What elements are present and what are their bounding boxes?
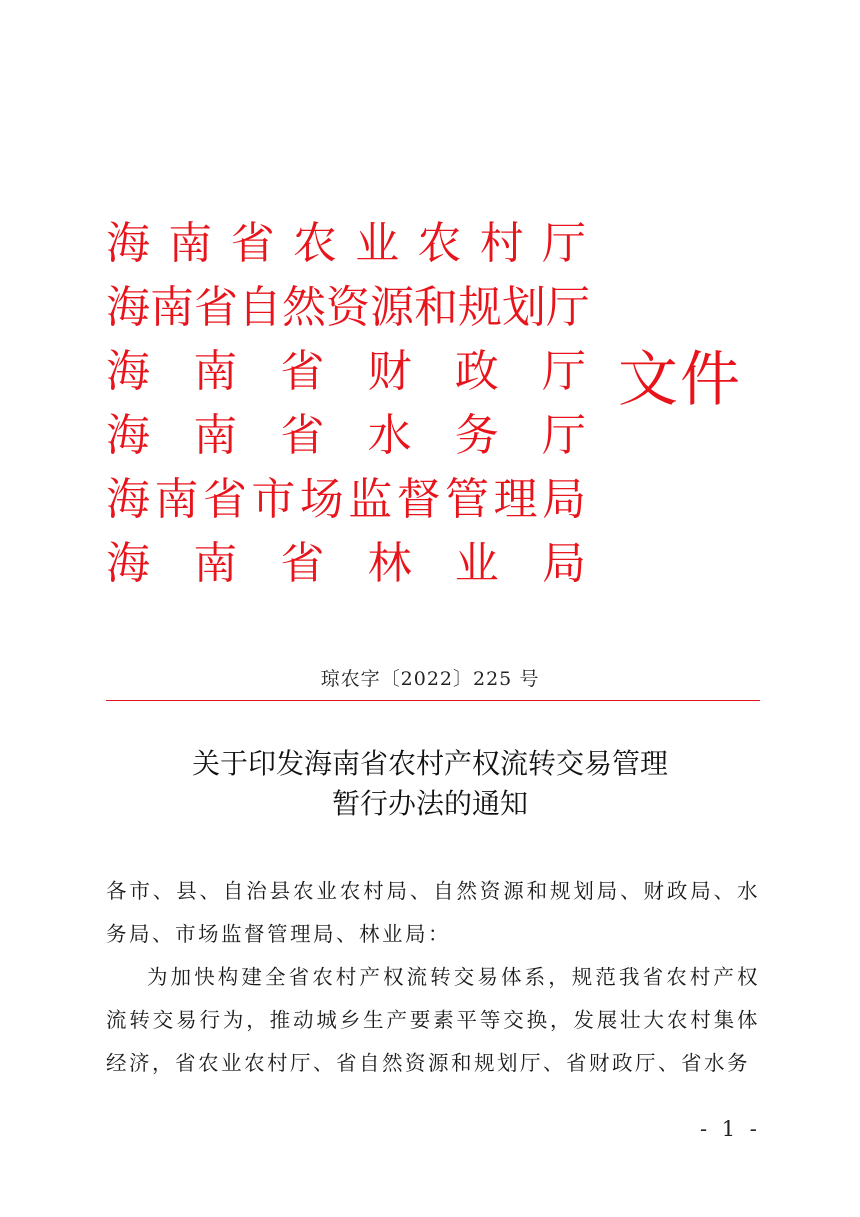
- agency-char: 督: [396, 474, 441, 525]
- agency-char: 业: [454, 538, 499, 589]
- agency-char: 局: [541, 474, 586, 525]
- agency-char: 南: [193, 410, 238, 461]
- agency-char: 海: [106, 218, 150, 269]
- title-line-2: 暂行办法的通知: [331, 787, 528, 820]
- agency-char: 省: [194, 282, 238, 333]
- agency-char: 南: [193, 538, 238, 589]
- agency-char: 场: [299, 474, 344, 525]
- agency-char: 管: [445, 474, 490, 525]
- agency-char: 资: [326, 282, 370, 333]
- agency-char: 务: [454, 410, 499, 461]
- agency-char: 业: [355, 218, 400, 269]
- red-separator-line: [106, 700, 760, 701]
- agency-char: 省: [280, 538, 325, 589]
- agency-char: 农: [417, 218, 462, 269]
- agency-char: 省: [202, 474, 247, 525]
- document-number: 琼农字〔2022〕225 号: [320, 668, 540, 690]
- agency-char: 划: [502, 282, 546, 333]
- issuing-agencies: [106, 212, 590, 596]
- agency-char: 省: [280, 410, 325, 461]
- agency-char: 和: [414, 282, 458, 333]
- agency-char: 源: [370, 282, 414, 333]
- agency-char: 规: [458, 282, 502, 333]
- agency-line-market-regulation: [106, 468, 586, 532]
- agency-char: 水: [367, 410, 412, 461]
- document-heading-word: 文件: [618, 345, 742, 415]
- agency-char: 省: [280, 346, 325, 397]
- agency-char: 海: [106, 346, 150, 397]
- agency-char: 财: [367, 346, 412, 397]
- agency-char: 然: [282, 282, 326, 333]
- agency-char: 南: [150, 282, 194, 333]
- agency-line-water: [106, 404, 586, 468]
- document-body: [106, 870, 760, 1085]
- page-number: - 1 -: [700, 1117, 761, 1141]
- agency-char: 南: [154, 474, 199, 525]
- agency-char: 南: [193, 346, 238, 397]
- agency-char: 自: [238, 282, 282, 333]
- document-title: [0, 744, 860, 824]
- agency-char: 厅: [541, 218, 586, 269]
- agency-char: 海: [106, 282, 150, 333]
- agency-char: 厅: [541, 346, 586, 397]
- body-paragraph: 为加快构建全省农村产权流转交易体系，规范我省农村产权流转交易行为，推动城乡生产要素平等交换，发展壮大农村集体经济，省农业农村厅、省自然资源和规划厅、省财政厅、省水务: [106, 965, 760, 1075]
- agency-char: 海: [106, 410, 150, 461]
- agency-char: 监: [348, 474, 393, 525]
- agency-char: 厅: [541, 410, 586, 461]
- agency-char: 市: [251, 474, 296, 525]
- agency-char: 局: [541, 538, 586, 589]
- agency-line-agriculture: [106, 212, 586, 276]
- agency-char: 省: [230, 218, 275, 269]
- title-line-1: 关于印发海南省农村产权流转交易管理: [191, 747, 668, 780]
- agency-char: 村: [479, 218, 524, 269]
- agency-char: 政: [454, 346, 499, 397]
- agency-char: 海: [106, 538, 150, 589]
- recipients-line: 各市、县、自治县农业农村局、自然资源和规划局、财政局、水务局、市场监督管理局、林业局：: [106, 879, 760, 946]
- agency-line-forestry: [106, 532, 586, 596]
- agency-char: 农: [292, 218, 337, 269]
- agency-char: 理: [493, 474, 538, 525]
- agency-char: 海: [106, 474, 150, 525]
- agency-line-finance: [106, 340, 586, 404]
- agency-char: 厅: [546, 282, 590, 333]
- agency-char: 林: [367, 538, 412, 589]
- agency-char: 南: [168, 218, 213, 269]
- agency-line-natural-resources: [106, 276, 590, 340]
